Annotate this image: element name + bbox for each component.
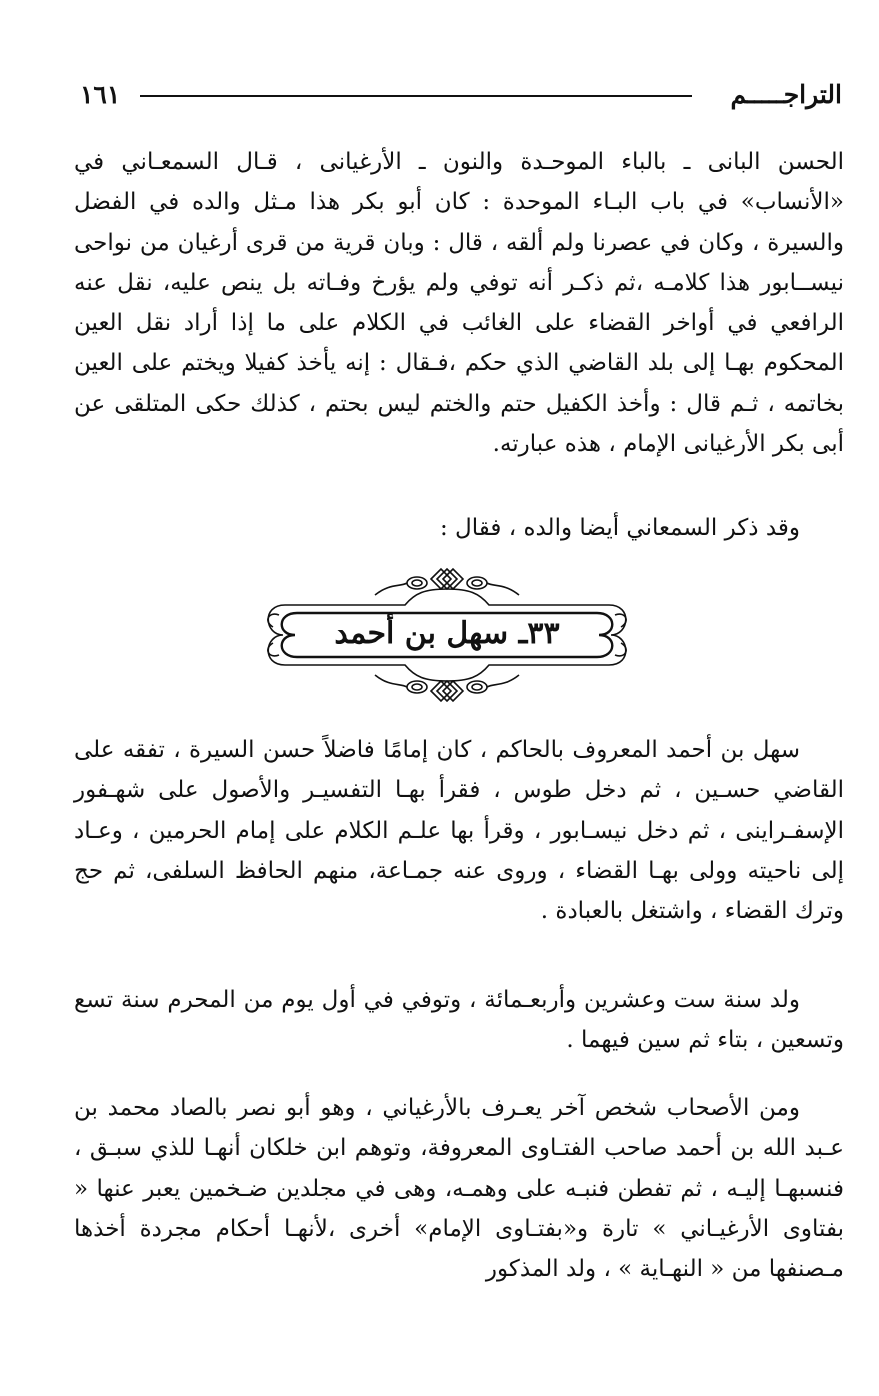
- running-header-title: التراجـــــم: [722, 80, 842, 109]
- paragraph: وقد ذكر السمعاني أيضا والده ، فقال :: [439, 515, 800, 541]
- paragraph: ولد سنة ست وعشرين وأربعـمائة ، وتوفي في أول يوم من المحرم سنة تسع وتسعين ، بتاء ثم سين فيهما .: [74, 987, 844, 1054]
- chapter-title: ٣٣ـ سهل بن أحمد: [334, 616, 560, 651]
- header-rule: [140, 95, 692, 97]
- running-header: [80, 78, 842, 114]
- paragraph: الحسن البانى ـ بالباء الموحـدة والنون ـ الأرغيانى ، قـال السمعـاني في «الأنساب» في باب البـاء الموحدة : كان أبو بكر هذا مـثل والده في الفضل والسيرة ، وكان في عصرنا ولم ألقه ، قال : وبان قرية من قرى أرغيان من نواحى نيســابور هذا كلامـه ،ثم ذكـر أنه توفي ولم يؤرخ وفـاته بل ينص عليه، نقل عنه الرافعي في أواخر القضاء على الغائب في الكلام على ما إذا أراد نقل العين المحكوم بهـا إلى بلد القاضي الذي حكم ،فـقال : إنه يأخذ كفيلا ويختم على العين بخاتمه ، ثـم قال : وأخذ الكفيل حتم والختم ليس بحتم ، كذلك حكى المتلقى عن أبى بكر الأرغيانى الإمام ، هذه عبارته.: [74, 149, 844, 458]
- page-number: ١٦١: [80, 80, 121, 109]
- paragraph: ومن الأصحاب شخص آخر يعـرف بالأرغياني ، وهو أبو نصر بالصاد محمد بن عـبد الله بن أحمد صاحب الفتـاوى المعروفة، وتوهم ابن خلكان أنهـا للذي سبـق ، فنسبهـا إليـه ، ثم تفطن فنبـه على وهمـه، وهى في مجلدين ضـخمين يعبر عنها « بفتاوى الأرغيـاني » تارة و«بفتـاوى الإمام» أخرى ،لأنهـا أحكام مجردة أخذها مـصنفها من « النهـاية » ، ولد المذكور: [74, 1095, 844, 1283]
- paragraph: سهل بن أحمد المعروف بالحاكم ، كان إمامًا فاضلاً حسن السيرة ، تفقه على القاضي حسـين ، ثم دخل طوس ، فقرأ بهـا التفسيـر والأصول على شهـفور الإسفـراينى ، ثم دخل نيسـابور ، وقرأ بها علـم الكلام على إمام الحرمين ، وعـاد إلى ناحيته وولى بهـا القضاء ، وروى عنه جمـاعة، منهم الحافظ السلفى، ثم حج وترك القضاء ، واشتغل بالعبادة .: [74, 737, 844, 925]
- chapter-title-ornament: [255, 565, 639, 705]
